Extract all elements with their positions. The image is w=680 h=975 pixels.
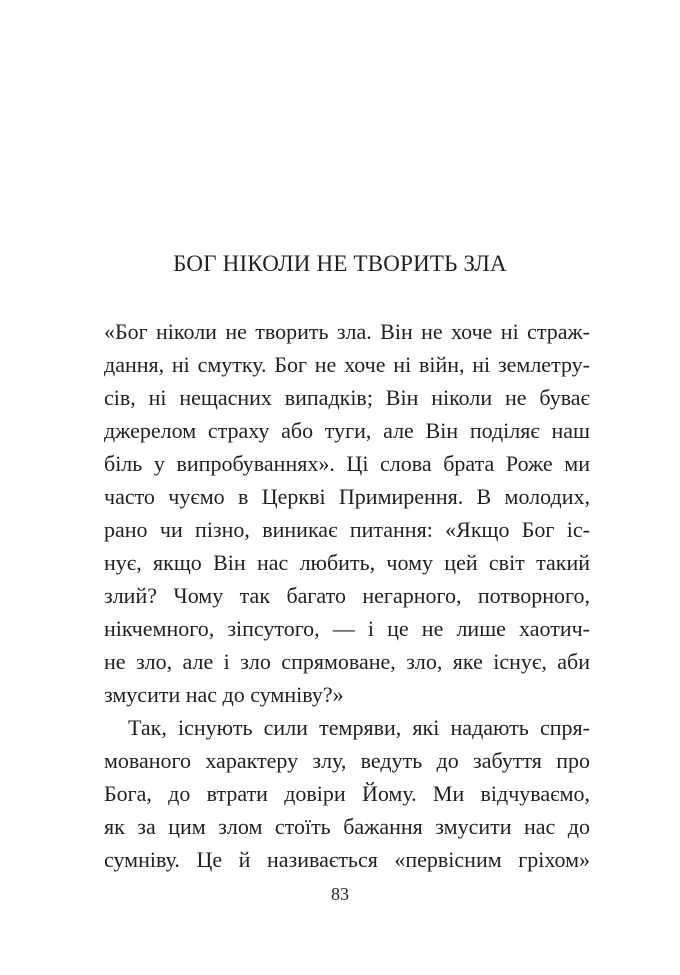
text-line: не зло, але і зло спрямоване, зло, яке існує, аби (104, 649, 590, 674)
text-line: джерелом страху або туги, але Він поділяє наш (104, 418, 590, 443)
text-line: біль у випробуваннях». Ці слова брата Роже ми (104, 451, 590, 476)
text-line: «Бог ніколи не творить зла. Він не хоче ні страж- (104, 319, 590, 344)
text-line: нує, якщо Він нас любить, чому цей світ такий (104, 550, 590, 575)
text-line: рано чи пізно, виникає питання: «Якщо Бог іс- (104, 517, 590, 542)
text-line: сумніву. Це й називається «первісним гріхом» (104, 847, 590, 872)
text-line: Так, існують сили темряви, які надають спря- (128, 715, 590, 740)
text-line: Бога, до втрати довіри Йому. Ми відчуваємо, (104, 781, 590, 806)
text-line: дання, ні смутку. Бог не хоче ні війн, ні землетру- (104, 352, 590, 377)
text-line: сів, ні нещасних випадків; Він ніколи не буває (104, 385, 590, 410)
text-line: мованого характеру злу, ведуть до забуття про (104, 748, 590, 773)
text-line: як за цим злом стоїть бажання змусити нас до (104, 814, 590, 839)
text-line: злий? Чому так багато негарного, потворного, (104, 583, 590, 608)
body-text (104, 315, 590, 876)
text-line: змусити нас до сумніву?» (104, 682, 344, 707)
text-line: часто чуємо в Церкві Примирення. В молодих, (104, 484, 590, 509)
page-number: 83 (331, 884, 349, 904)
chapter-title: БОГ НІКОЛИ НЕ ТВОРИТЬ ЗЛА (173, 251, 507, 276)
text-line: нікчемного, зіпсутого, — і це не лише хаотич- (104, 616, 590, 641)
